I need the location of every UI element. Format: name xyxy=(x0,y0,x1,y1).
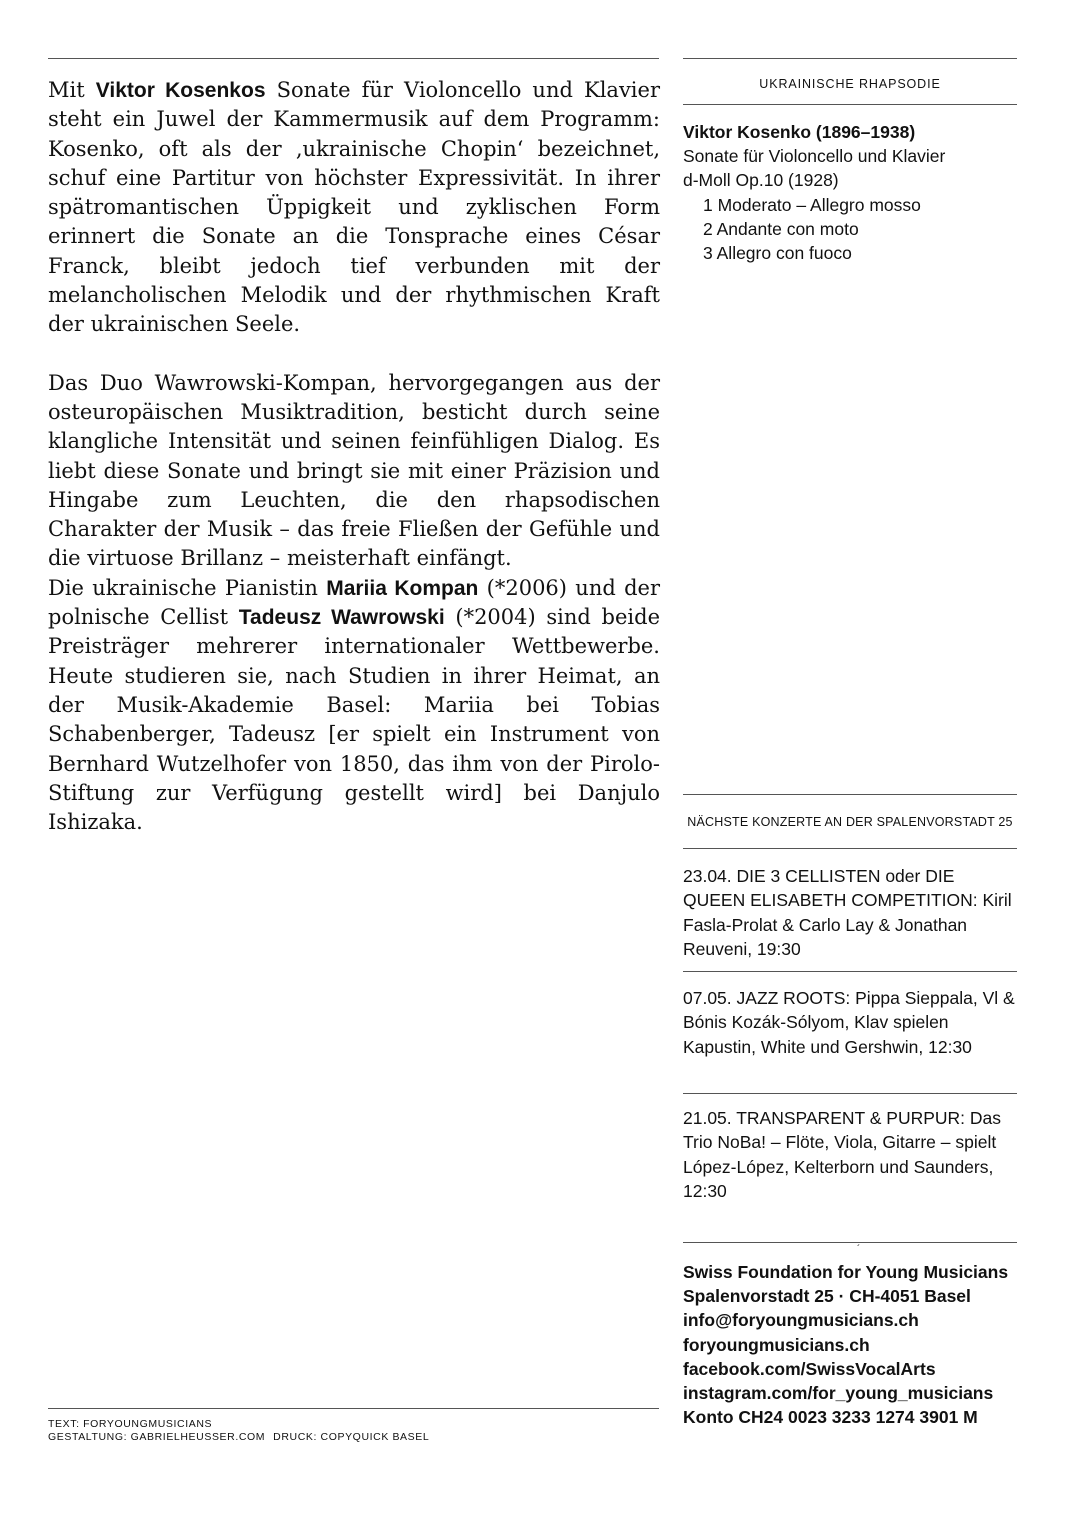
paragraph-intro xyxy=(48,76,660,340)
paragraph-duo: Das Duo Wawrowski-Kompan, hervorgegangen aus der osteuropäischen Musiktradition, besticht durch seine klangliche Intensität und seinen feinfühligen Dialog. Es liebt diese Sonate und bringt sie mit einer Präzision und Hingabe zum Leuchten, die den rhapsodischen Charakter der Musik – das freie Fließen der Gefühle und die virtuose Brillanz – meisterhaft einfängt. xyxy=(48,370,660,571)
program-rule-bottom xyxy=(683,104,1017,105)
concerts-heading: NÄCHSTE KONZERTE AN DER SPALENVORSTADT 25 xyxy=(687,815,1013,829)
top-rule-left xyxy=(48,58,659,59)
intro-text-start: Mit xyxy=(48,78,96,102)
program-work-key: d-Moll Op.10 (1928) xyxy=(683,170,839,191)
instagram-link: instagram.com/for_young_musicians xyxy=(683,1383,994,1404)
concerts-rule-head xyxy=(683,848,1017,849)
composer-name-bold: Viktor Kosenkos xyxy=(95,79,266,102)
program-rule-top xyxy=(683,58,1017,59)
footer-rule-left xyxy=(48,1408,659,1409)
concert-item-1: 23.04. DIE 3 CELLISTEN oder DIE QUEEN ELISABETH COMPETITION: Kiril Fasla-Prolat & Carlo Lay & Jonathan Reuveni, 19:30 xyxy=(683,866,1012,959)
program-composer: Viktor Kosenko (1896–1938) xyxy=(683,122,916,142)
paragraph-performers xyxy=(48,574,660,838)
print-credit: DRUCK: COPYQUICK BASEL xyxy=(273,1431,430,1443)
text-credit: TEXT: FORYOUNGMUSICIANS xyxy=(48,1418,213,1430)
performers-text-rest: (*2004) sind beide Preisträger mehrerer internationaler Wettbewerbe. Heute studieren sie, nach Studien in ihrer Heimat, an der Musik-Akademie Basel: Mariia bei Tobias Schabenberger, Tadeusz [er spielt ein Instrument von Bernhard Wutzelhofer von 1850, das ihm von der Pirolo-Stiftung zur Verfügung gestellt wird] bei Danjulo Ishizaka. xyxy=(48,605,661,835)
design-credit: GESTALTUNG: GABRIELHEUSSER.COM xyxy=(48,1431,266,1443)
email-address: info@foryoungmusicians.ch xyxy=(683,1310,919,1331)
concerts-rule-top xyxy=(683,794,1017,795)
pianist-name-bold: Mariia Kompan xyxy=(326,576,479,600)
movement-3: 3 Allegro con fuoco xyxy=(703,243,852,264)
program-block xyxy=(683,120,1017,265)
decorative-accent-mark: ´ xyxy=(857,1244,861,1255)
bank-account: Konto CH24 0023 3233 1274 3901 M xyxy=(683,1407,978,1428)
contact-block xyxy=(683,1260,1017,1429)
cellist-name-bold: Tadeusz Wawrowski xyxy=(238,606,445,630)
postal-address: Spalenvorstadt 25 · CH-4051 Basel xyxy=(683,1286,971,1307)
concerts-rule-1 xyxy=(683,971,1017,972)
concerts-rule-2 xyxy=(683,1093,1017,1094)
movement-1: 1 Moderato – Allegro mosso xyxy=(703,194,921,215)
facebook-link: facebook.com/SwissVocalArts xyxy=(683,1358,936,1379)
article-text xyxy=(48,76,660,837)
design-print-credit xyxy=(48,1431,429,1444)
contact-rule-top xyxy=(683,1242,1017,1243)
website: foryoungmusicians.ch xyxy=(683,1334,870,1355)
foundation-name: Swiss Foundation for Young Musicians xyxy=(683,1262,1009,1282)
program-work-title: Sonate für Violoncello und Klavier xyxy=(683,146,946,167)
concert-item-2: 07.05. JAZZ ROOTS: Pippa Sieppala, Vl & Bónis Kozák-Sólyom, Klav spielen Kapustin, White und Gershwin, 12:30 xyxy=(683,988,1015,1057)
program-heading: UKRAINISCHE RHAPSODIE xyxy=(759,77,941,91)
concert-item-3: 21.05. TRANSPARENT & PURPUR: Das Trio NoBa! – Flöte, Viola, Gitarre – spielt López-López, Kelterborn und Saunders, 12:30 xyxy=(683,1108,1002,1201)
movement-2: 2 Andante con moto xyxy=(703,218,859,239)
performers-text-mid: (*2006) und der polnische Cellist xyxy=(48,575,660,630)
performers-text-start: Die ukrainische Pianistin xyxy=(48,575,327,600)
footer-credits xyxy=(48,1418,429,1444)
intro-text-rest: Sonate für Violoncello und Klavier steht ein Juwel der Kammermusik auf dem Programm: Kosenko, oft als der ‚ukrainische Chopin‘ bezeichnet, schuf eine Partitur von höchster Expressivität. In ihrer spätromantischen Üppigkeit und zyklischen Form erinnert die Sonate an die Tonsprache eines César Franck, bleibt jedoch tief verbunden mit der melancholischen Melodik und der rhythmischen Kraft der ukrainischen Seele. xyxy=(48,78,660,337)
